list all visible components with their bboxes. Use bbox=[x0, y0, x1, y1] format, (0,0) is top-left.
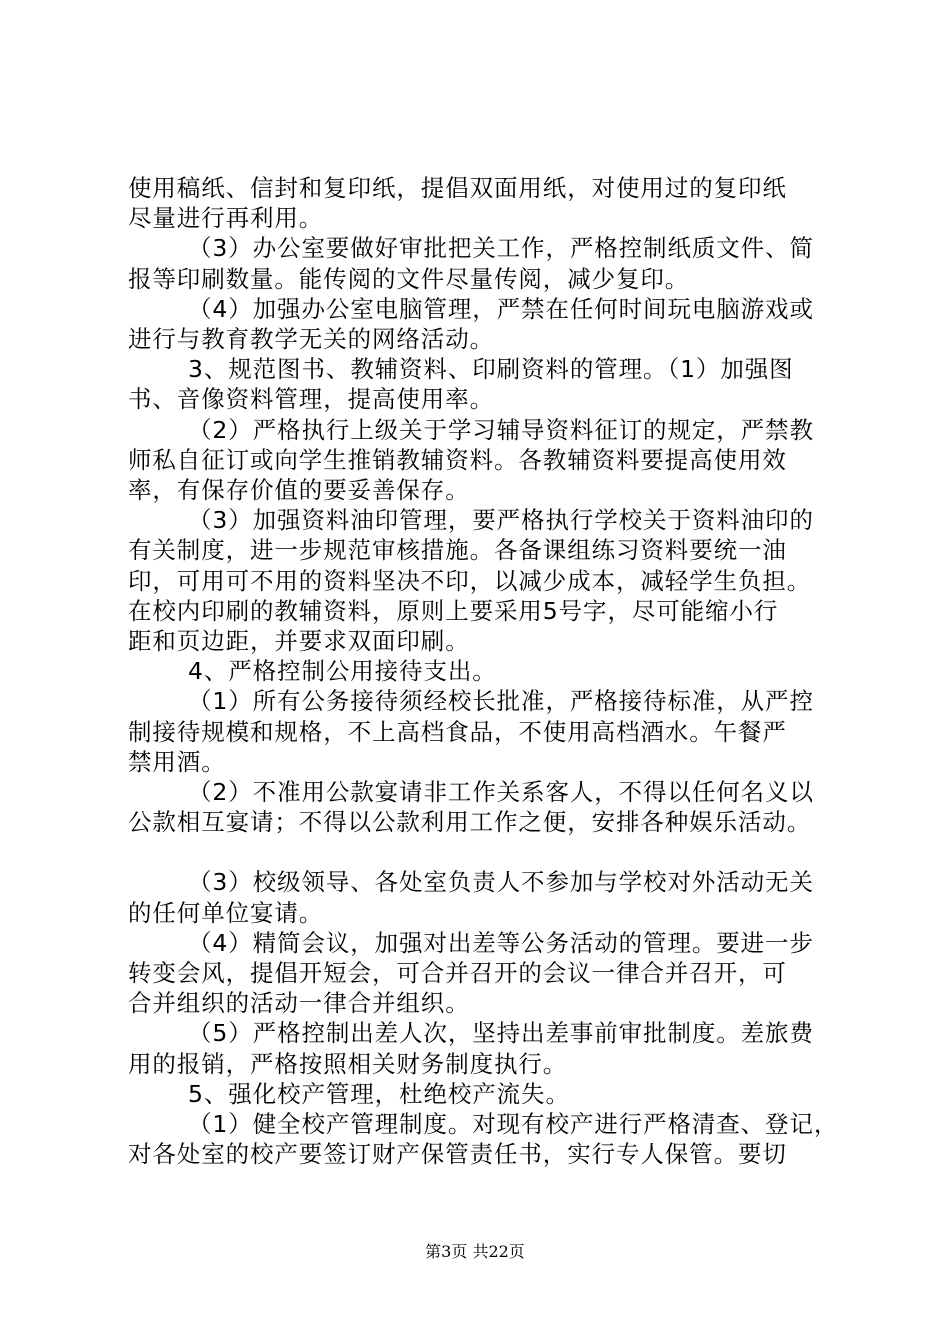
text-line: 对各处室的校产要签订财产保管责任书，实行专人保管。要切 bbox=[128, 1140, 787, 1169]
text-line: 合并组织的活动一律合并组织。 bbox=[128, 989, 470, 1018]
text-line: 用的报销，严格按照相关财务制度执行。 bbox=[128, 1049, 568, 1078]
page-number-footer: 第3页 共22页 bbox=[425, 1242, 525, 1261]
text-line: 率，有保存价值的要妥善保存。 bbox=[128, 476, 470, 505]
text-line: 印，可用可不用的资料坚决不印，以减少成本，减轻学生负担。 bbox=[128, 566, 812, 595]
text-line: （3）加强资料油印管理，要严格执行学校关于资料油印的 bbox=[188, 506, 814, 535]
text-line: 报等印刷数量。能传阅的文件尽量传阅，减少复印。 bbox=[128, 264, 690, 293]
text-line: （1）所有公务接待须经校长批准，严格接待标准，从严控 bbox=[188, 687, 814, 716]
text-line: 4、严格控制公用接待支出。 bbox=[188, 657, 497, 686]
text-line: 进行与教育教学无关的网络活动。 bbox=[128, 325, 494, 354]
text-line: （2）不准用公款宴请非工作关系客人，不得以任何名义以 bbox=[188, 778, 814, 807]
document-body bbox=[128, 173, 840, 1170]
text-line: 距和页边距，并要求双面印刷。 bbox=[128, 627, 470, 656]
text-line: 在校内印刷的教辅资料，原则上要采用5号字，尽可能缩小行 bbox=[128, 596, 779, 625]
text-line: 公款相互宴请；不得以公款利用工作之便，安排各种娱乐活动。 bbox=[128, 808, 812, 837]
text-line: 制接待规模和规格，不上高档食品，不使用高档酒水。午餐严 bbox=[128, 717, 787, 746]
text-line: （3）办公室要做好审批把关工作，严格控制纸质文件、简 bbox=[188, 234, 814, 263]
text-line: 有关制度，进一步规范审核措施。各备课组练习资料要统一油 bbox=[128, 536, 787, 565]
text-line: 书、音像资料管理，提高使用率。 bbox=[128, 385, 494, 414]
text-line: （5）严格控制出差人次，坚持出差事前审批制度。差旅费 bbox=[188, 1019, 814, 1048]
text-line: 3、规范图书、教辅资料、印刷资料的管理。（1）加强图 bbox=[188, 355, 794, 384]
text-line: （1）健全校产管理制度。对现有校产进行严格清查、登记， bbox=[188, 1110, 839, 1139]
text-line: 禁用酒。 bbox=[128, 747, 226, 776]
blank-line bbox=[128, 837, 840, 867]
text-line: 尽量进行再利用。 bbox=[128, 204, 324, 233]
text-line: 的任何单位宴请。 bbox=[128, 898, 324, 927]
text-line: 转变会风，提倡开短会，可合并召开的会议一律合并召开，可 bbox=[128, 959, 787, 988]
text-line: （3）校级领导、各处室负责人不参加与学校对外活动无关 bbox=[188, 868, 814, 897]
text-line: （4）加强办公室电脑管理，严禁在任何时间玩电脑游戏或 bbox=[188, 294, 814, 323]
text-line: 师私自征订或向学生推销教辅资料。各教辅资料要提高使用效 bbox=[128, 445, 787, 474]
text-line: （2）严格执行上级关于学习辅导资料征订的规定，严禁教 bbox=[188, 415, 814, 444]
text-line: 5、强化校产管理，杜绝校产流失。 bbox=[188, 1079, 570, 1108]
text-line: （4）精简会议，加强对出差等公务活动的管理。要进一步 bbox=[188, 928, 814, 957]
text-line: 使用稿纸、信封和复印纸，提倡双面用纸，对使用过的复印纸 bbox=[128, 174, 787, 202]
